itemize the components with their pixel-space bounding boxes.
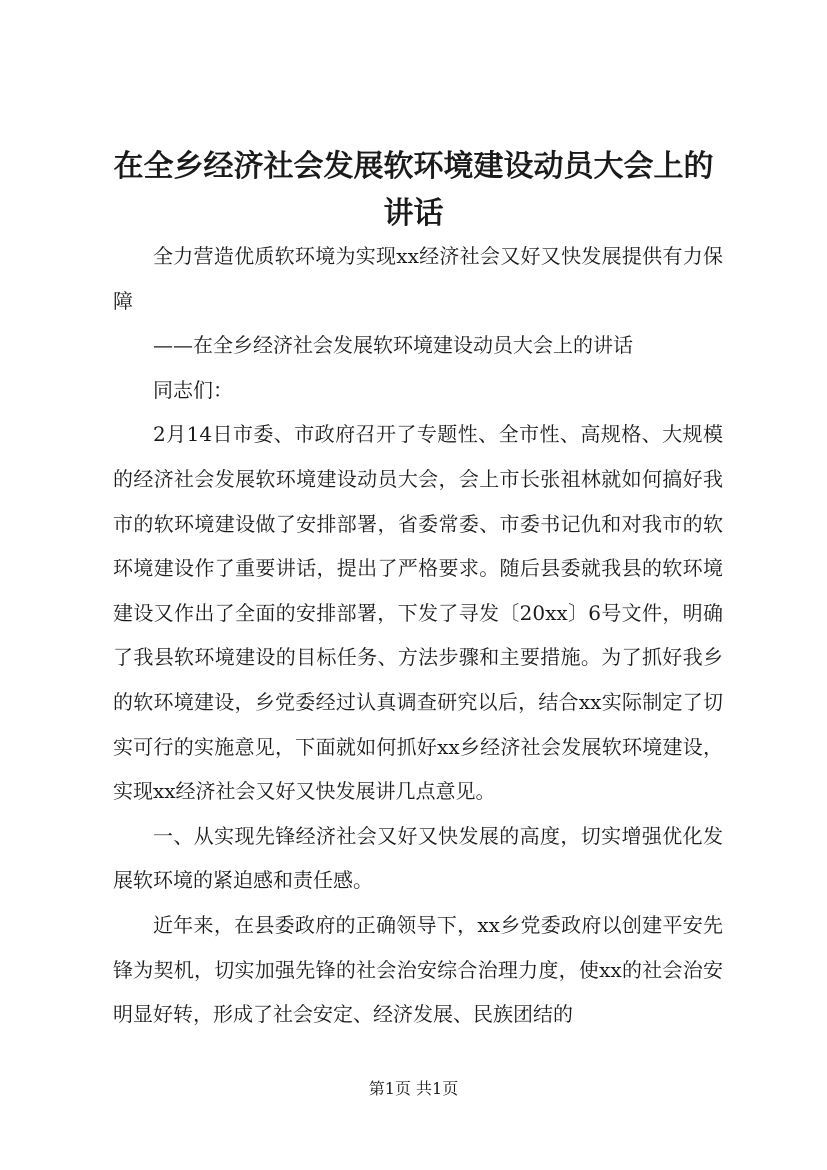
paragraph-salutation: 同志们： <box>153 377 233 402</box>
document-title: 在全乡经济社会发展软环境建设动员大会上的讲话 <box>113 149 714 231</box>
paragraph-subtitle: 全力营造优质软环境为实现xx经济社会又好又快发展提供有力保障 <box>113 244 723 313</box>
paragraph-body: 近年来，在县委政府的正确领导下，xx乡党委政府以创建平安先锋为契机，切实加强先锋的社会治安综合治理力度，使xx的社会治安明显好转，形成了社会安定、经济发展、民族团结的 <box>113 912 723 1027</box>
paragraph-section-heading: 一、从实现先锋经济社会又好又快发展的高度，切实增强优化发展软环境的紧迫感和责任感。 <box>113 823 723 893</box>
paragraph-subheading: ——在全乡经济社会发展软环境建设动员大会上的讲话 <box>153 333 633 358</box>
paragraph-body: 2月14日市委、市政府召开了专题性、全市性、高规格、大规模的经济社会发展软环境建设动员大会，会上市长张祖林就如何搞好我市的软环境建设做了安排部署，省委常委、市委书记仇和对我市的软环境建设作了重要讲话，提出了严格要求。随后县委就我县的软环境建设又作出了全面的安排部署，下发了寻发〔20xx〕6号文件，明确了我县软环境建设的目标任务、方法步骤和主要措施。为了抓好我乡的软环境建设，乡党委经过认真调查研究以后，结合xx实际制定了切实可行的实施意见，下面就如何抓好xx乡经济社会发展软环境建设，实现xx经济社会又好又快发展讲几点意见。 <box>113 422 723 804</box>
page-footer: 第1页 共1页 <box>368 1079 459 1098</box>
document-body <box>113 234 723 1037</box>
